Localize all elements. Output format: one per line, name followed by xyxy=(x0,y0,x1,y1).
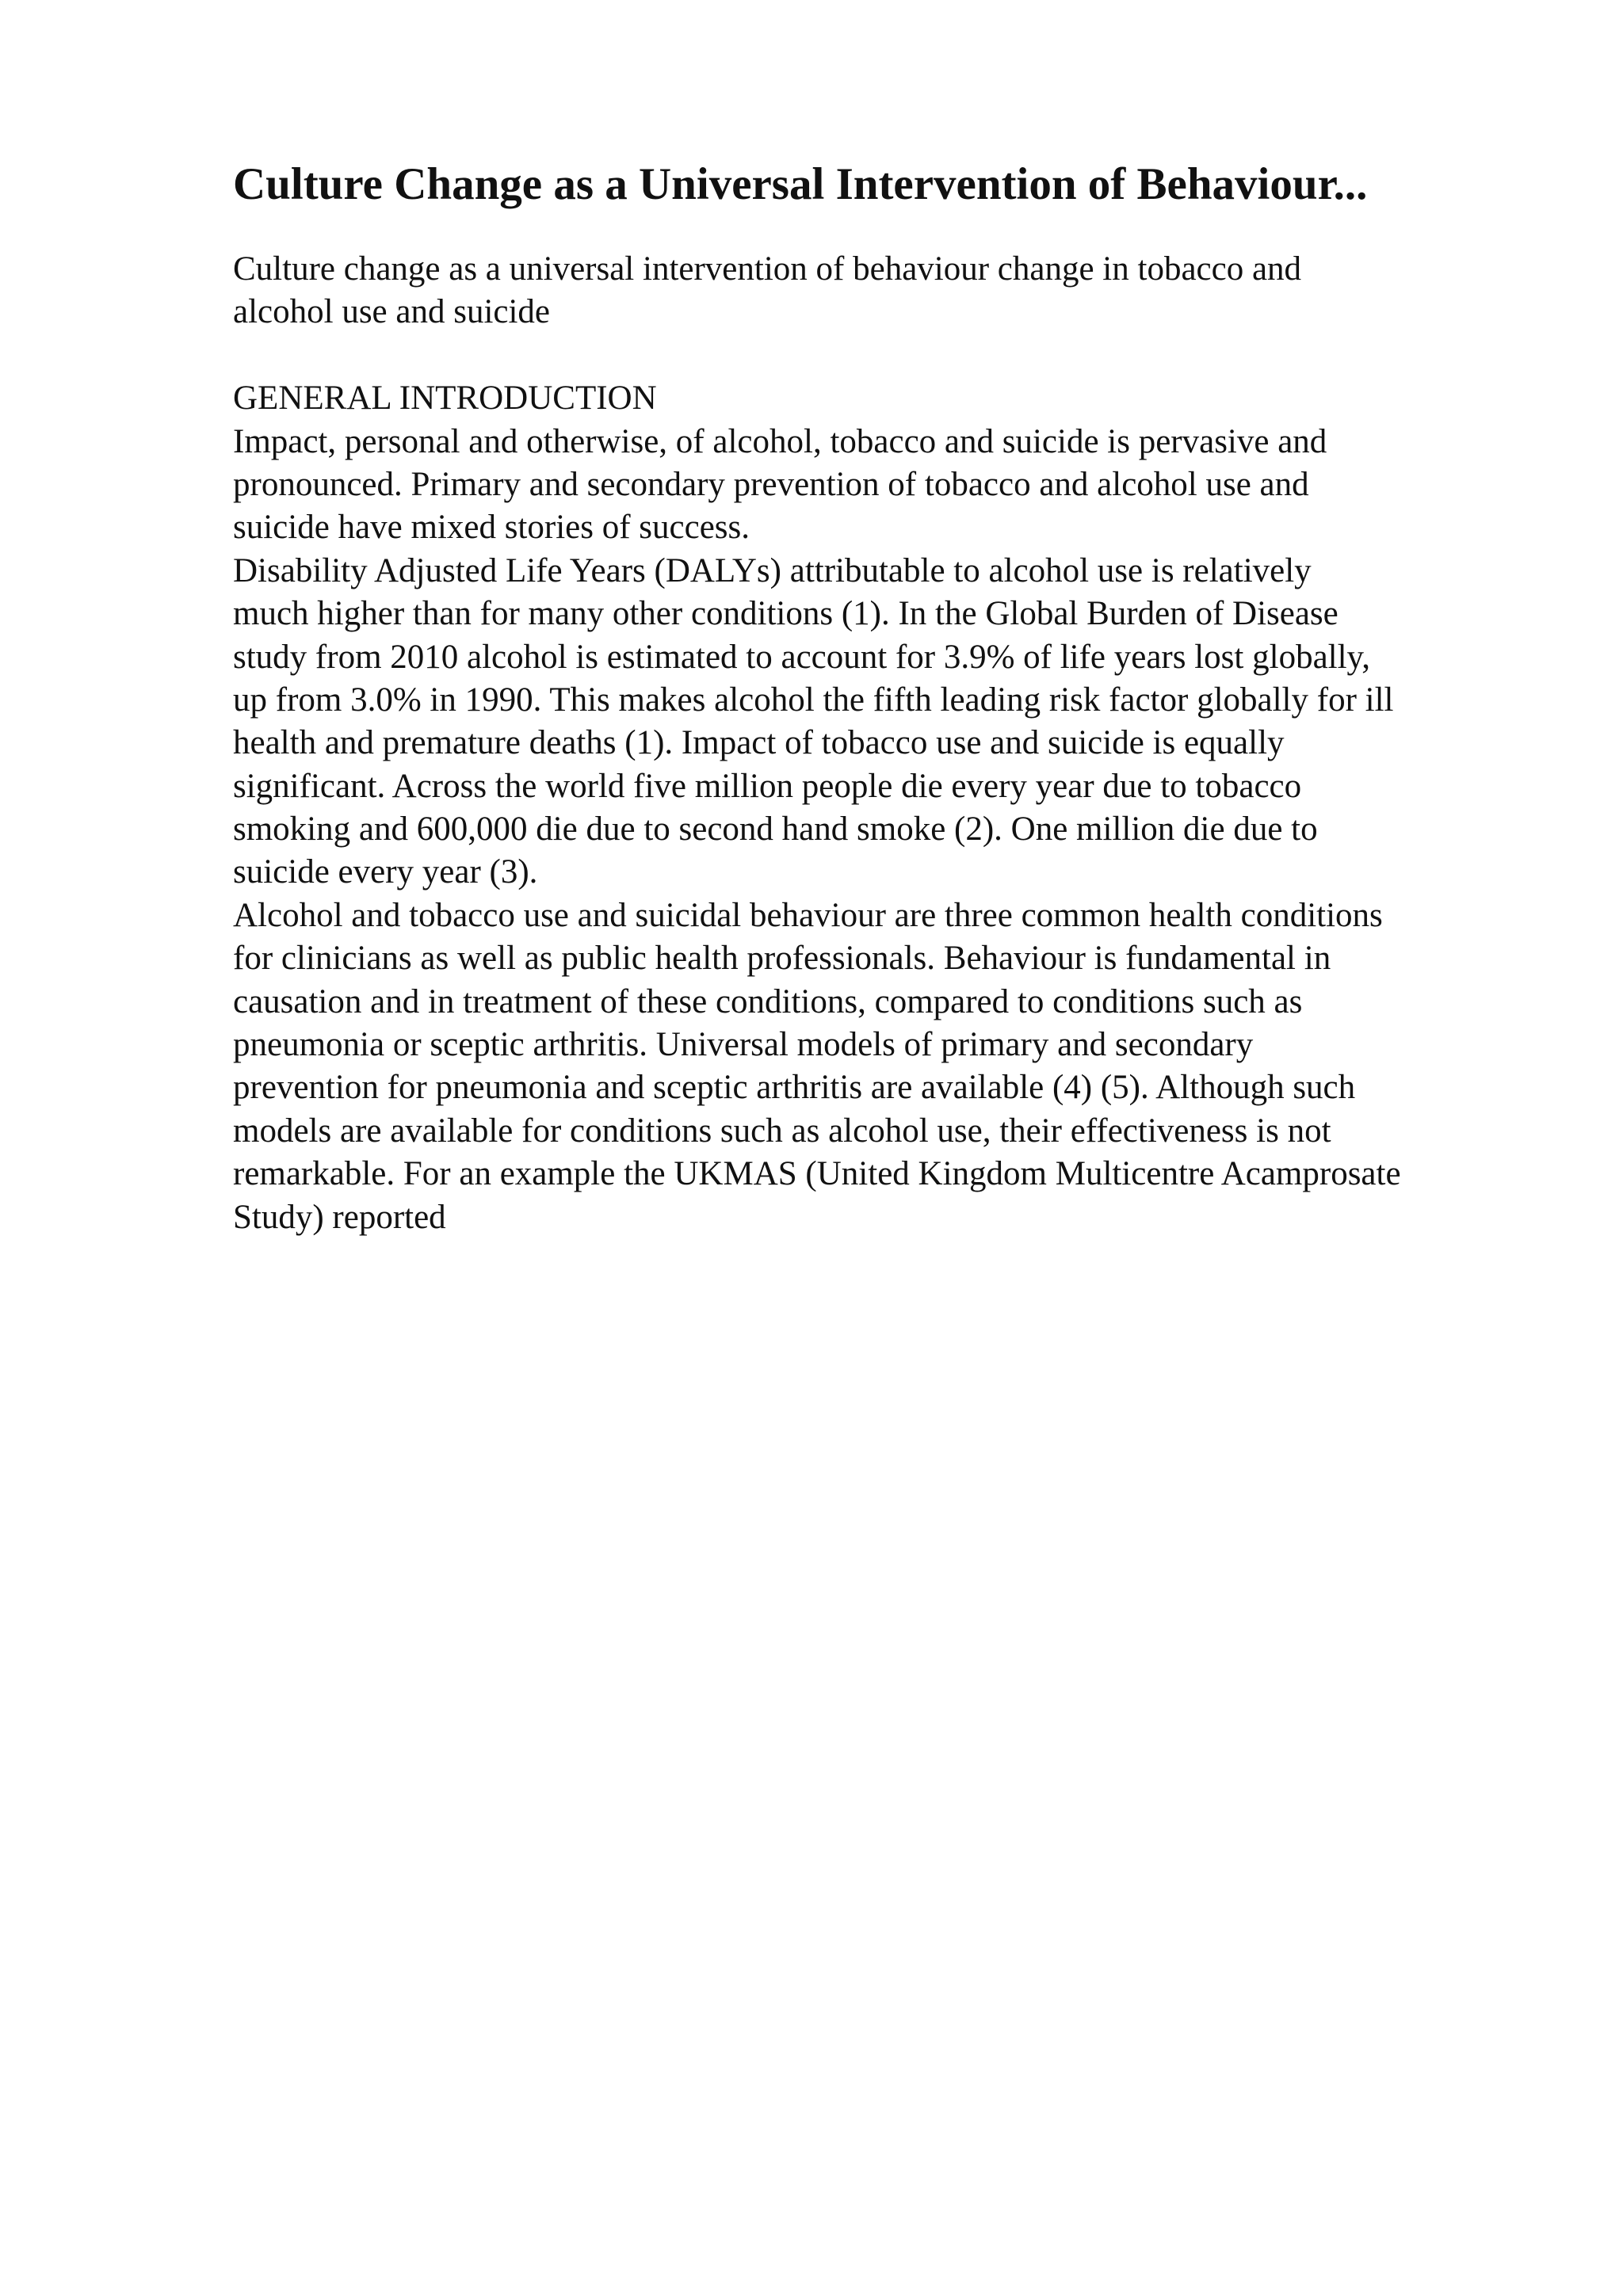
paragraph-line: for clinicians as well as public health professionals. Behaviour is fundamental in xyxy=(233,940,1331,978)
section-heading: GENERAL INTRODUCTION xyxy=(233,379,657,418)
paragraph-line: up from 3.0% in 1990. This makes alcohol the fifth leading risk factor globally for ill xyxy=(233,681,1394,719)
subtitle-line: Culture change as a universal intervention of behaviour change in tobacco and xyxy=(233,250,1302,288)
paragraph-line: causation and in treatment of these conditions, compared to conditions such as xyxy=(233,982,1303,1020)
subtitle-line: alcohol use and suicide xyxy=(233,293,551,331)
paragraph-1 xyxy=(233,421,1533,550)
paragraph-line: Study) reported xyxy=(233,1198,446,1236)
paragraph-line: health and premature deaths (1). Impact of tobacco use and suicide is equally xyxy=(233,724,1285,762)
document-body xyxy=(233,248,1533,1239)
paragraph-line: suicide every year (3). xyxy=(233,853,538,891)
paragraph-line: much higher than for many other conditions (1). In the Global Burden of Disease xyxy=(233,595,1338,633)
paragraph-line: study from 2010 alcohol is estimated to account for 3.9% of life years lost globally, xyxy=(233,638,1370,676)
paragraph-line: pneumonia or sceptic arthritis. Universal models of primary and secondary xyxy=(233,1026,1254,1064)
paragraph-line: remarkable. For an example the UKMAS (United Kingdom Multicentre Acamprosate xyxy=(233,1155,1401,1193)
paragraph-line: prevention for pneumonia and sceptic arthritis are available (4) (5). Although such xyxy=(233,1069,1356,1107)
paragraph-line: Disability Adjusted Life Years (DALYs) attributable to alcohol use is relatively xyxy=(233,551,1312,589)
paragraph-spacer xyxy=(233,334,1533,377)
paragraph-3 xyxy=(233,894,1533,1239)
paragraph-line: Alcohol and tobacco use and suicidal behaviour are three common health conditions xyxy=(233,896,1383,934)
paragraph-line: suicide have mixed stories of success. xyxy=(233,509,750,547)
document-title: Culture Change as a Universal Intervention of Behaviour... xyxy=(233,159,1368,209)
paragraph-line: smoking and 600,000 die due to second hand smoke (2). One million die due to xyxy=(233,810,1318,849)
paragraph-2 xyxy=(233,550,1533,894)
paragraph-line: pronounced. Primary and secondary prevention of tobacco and alcohol use and xyxy=(233,465,1309,503)
subtitle xyxy=(233,248,1533,334)
paragraph-line: models are available for conditions such as alcohol use, their effectiveness is not xyxy=(233,1112,1331,1150)
paragraph-line: significant. Across the world five million people die every year due to tobacco xyxy=(233,767,1302,805)
paragraph-line: Impact, personal and otherwise, of alcohol, tobacco and suicide is pervasive and xyxy=(233,422,1327,460)
